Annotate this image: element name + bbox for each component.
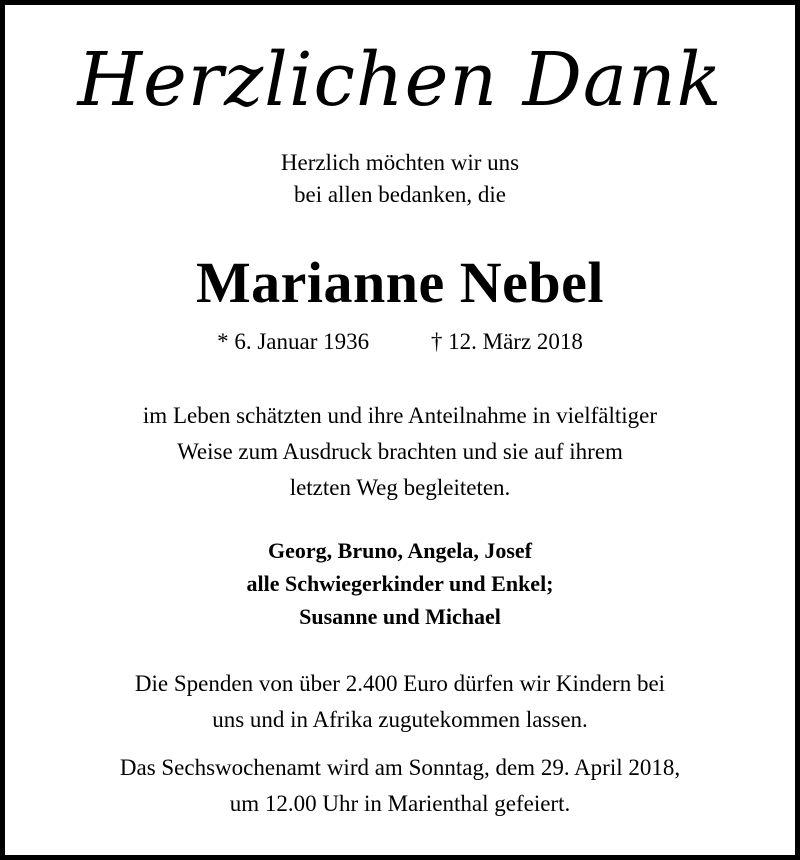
heading-herzlichen-dank: Herzlichen Dank	[77, 37, 723, 123]
life-dates	[0, 327, 800, 357]
body-line-1: im Leben schätzten und ihre Anteilnahme in vielfältiger	[142, 403, 658, 428]
service-line-2: um 12.00 Uhr in Marienthal gefeiert.	[229, 791, 571, 816]
birth-date: * 6. Januar 1936	[217, 329, 370, 354]
deceased-name: Marianne Nebel	[195, 250, 605, 315]
body-line-2: Weise zum Ausdruck brachten und sie auf ihrem	[177, 439, 623, 464]
family-signature	[0, 534, 800, 633]
donation-line-2: uns und in Afrika zugutekommen lassen.	[212, 707, 588, 732]
body-line-3: letzten Weg begleiteten.	[289, 475, 511, 500]
family-line-1: Georg, Bruno, Angela, Josef	[268, 538, 532, 563]
family-line-2: alle Schwiegerkinder und Enkel;	[246, 571, 554, 596]
service-line-1: Das Sechswochenamt wird am Sonntag, dem 29. April 2018,	[119, 755, 681, 780]
intro-text	[0, 147, 800, 211]
intro-line-1: Herzlich möchten wir uns	[280, 150, 520, 175]
death-date: † 12. März 2018	[430, 329, 583, 354]
service-announcement	[0, 750, 800, 822]
family-line-3: Susanne und Michael	[299, 604, 501, 629]
intro-line-2: bei allen bedanken, die	[293, 182, 507, 207]
donation-note	[0, 666, 800, 738]
thanks-body	[0, 398, 800, 506]
donation-line-1: Die Spenden von über 2.400 Euro dürfen wir Kindern bei	[134, 671, 666, 696]
